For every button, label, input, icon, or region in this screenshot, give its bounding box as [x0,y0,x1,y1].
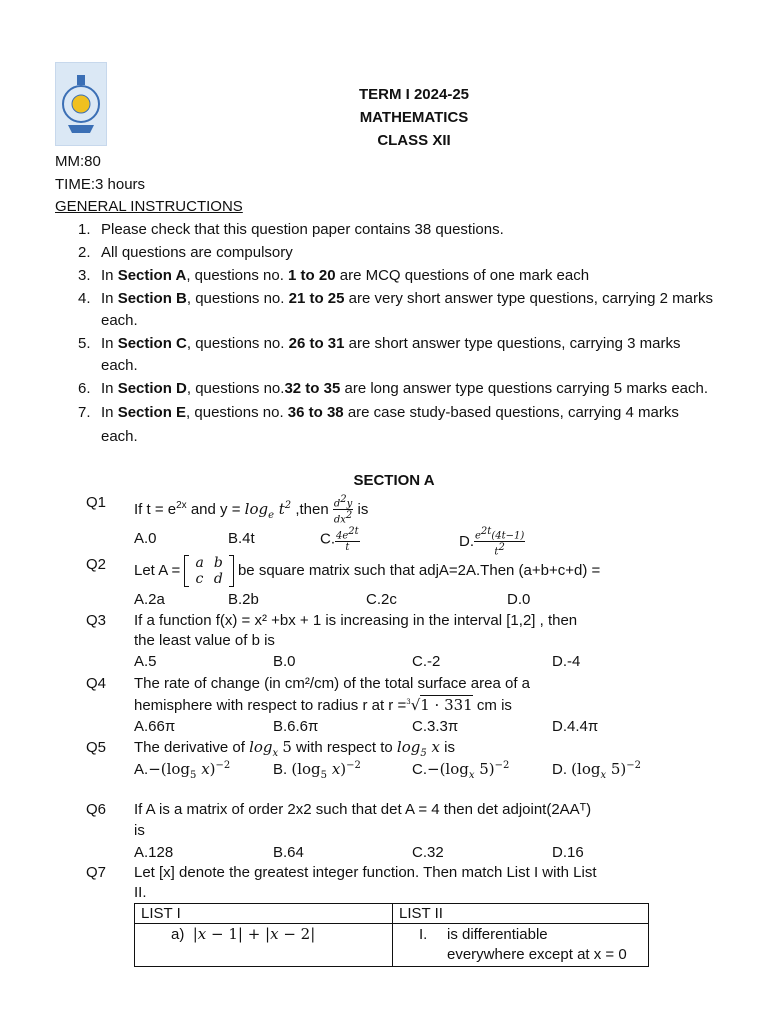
option: A.66π [134,718,176,735]
exam-time: TIME:3 hours [55,176,146,193]
question-number: Q7 [86,864,107,881]
question-text: Let A = a b c d be square matrix such that adjA=2A.Then (a+b+c+d) = [134,555,601,587]
table-cell: a) |x − 1| + |x − 2| [135,924,393,967]
option: C.2c [366,591,397,608]
option: $C.-(\log_x$ 5)$^{-2}$ [412,760,510,781]
max-marks: MM:80 [55,153,101,170]
option: A.2a [134,591,165,608]
question-text: The rate of change (in cm²/cm) of the total surface area of a [134,675,531,692]
question-text: II. [134,884,147,901]
instruction-item: 7. In Section E, questions no. 36 to 38 are case study-based questions, carrying 4 marks each. [78,404,679,445]
option: C. $\frac{4e^{2t}}{t}$ [320,526,359,554]
question-number: Q5 [86,739,107,756]
instructions-title: GENERAL INSTRUCTIONS [55,198,243,215]
question-text: Let [x] denote the greatest integer function. Then match List I with List [134,864,597,881]
instruction-item: 6. In Section D, questions no.32 to 35 are long answer type questions carrying 5 marks each. [78,380,709,397]
option: A.5 [134,653,157,670]
option: D.4.4π [552,718,599,735]
question-number: Q3 [86,612,107,629]
instructions-list [78,219,718,450]
option: D.16 [552,844,584,861]
option: D. $\frac{e^{2t}(4t-1)}{t^2}$ [459,526,525,558]
option: B.64 [273,844,304,861]
question-text: The derivative of $\log_x 5$ with respect to $\log_5 x$ is [134,738,455,759]
exam-subject: MATHEMATICS [359,109,469,126]
option: D.-4 [552,653,581,670]
instruction-item: 3. In Section A, questions no. 1 to 20 are MCQ questions of one mark each [78,267,590,284]
instruction-item: 4. In Section B, questions no. 21 to 25 are very short answer type questions, carrying 2 marks each. [78,290,713,329]
exam-term: TERM I 2024-25 [358,86,470,103]
option: A.128 [134,844,174,861]
section-a-title: SECTION A [353,472,435,489]
match-table [134,903,649,967]
option: C.-2 [412,653,441,670]
option: C.32 [412,844,444,861]
question-text: hemisphere with respect to radius r at r =$^3$√1 · 331 cm is [134,696,512,714]
question-text: is [134,822,145,839]
option: B.4t [228,530,255,547]
instruction-item: 5. In Section C, questions no. 26 to 31 are short answer type questions, carrying 3 marks each. [78,335,681,374]
option: B.2b [228,591,259,608]
table-header-list-1: LIST I [135,904,393,924]
question-text: the least value of b is [134,632,275,649]
option: B. ($\log_5$ x)$^{-2}$ [273,760,361,781]
option: D.0 [507,591,531,608]
question-text: If $t = e^{2x}$ and $y = \log_e t^2$ ,then $\frac{d^2y}{dx^2}$ is [134,494,369,526]
table-header-list-2: LIST II [393,904,649,924]
option: B.0 [273,653,296,670]
option: B.6.6π [273,718,319,735]
instruction-item: 1. Please check that this question paper contains 38 questions. [78,221,504,238]
table-cell: I. is differentiable everywhere except at x = 0 [393,924,649,967]
question-text: If a function f(x) = x² +bx + 1 is increasing in the interval [1,2] , then [134,612,578,629]
matrix-a: a b c d [184,555,233,587]
option: D. ($\log_x$ 5)$^{-2}$ [552,760,642,781]
option: $A.-(\log_5$ x)$^{-2}$ [134,760,231,781]
question-text: If A is a matrix of order 2x2 such that det A = 4 then det adjoint(2AAᵀ) [134,801,592,818]
question-number: Q4 [86,675,107,692]
question-number: Q2 [86,556,107,573]
exam-class: CLASS XII [377,132,451,149]
option: A.0 [134,530,157,547]
question-number: Q1 [86,494,107,511]
question-number: Q6 [86,801,107,818]
option: C.3.3π [412,718,459,735]
instruction-item: 2. All questions are compulsory [78,244,293,261]
